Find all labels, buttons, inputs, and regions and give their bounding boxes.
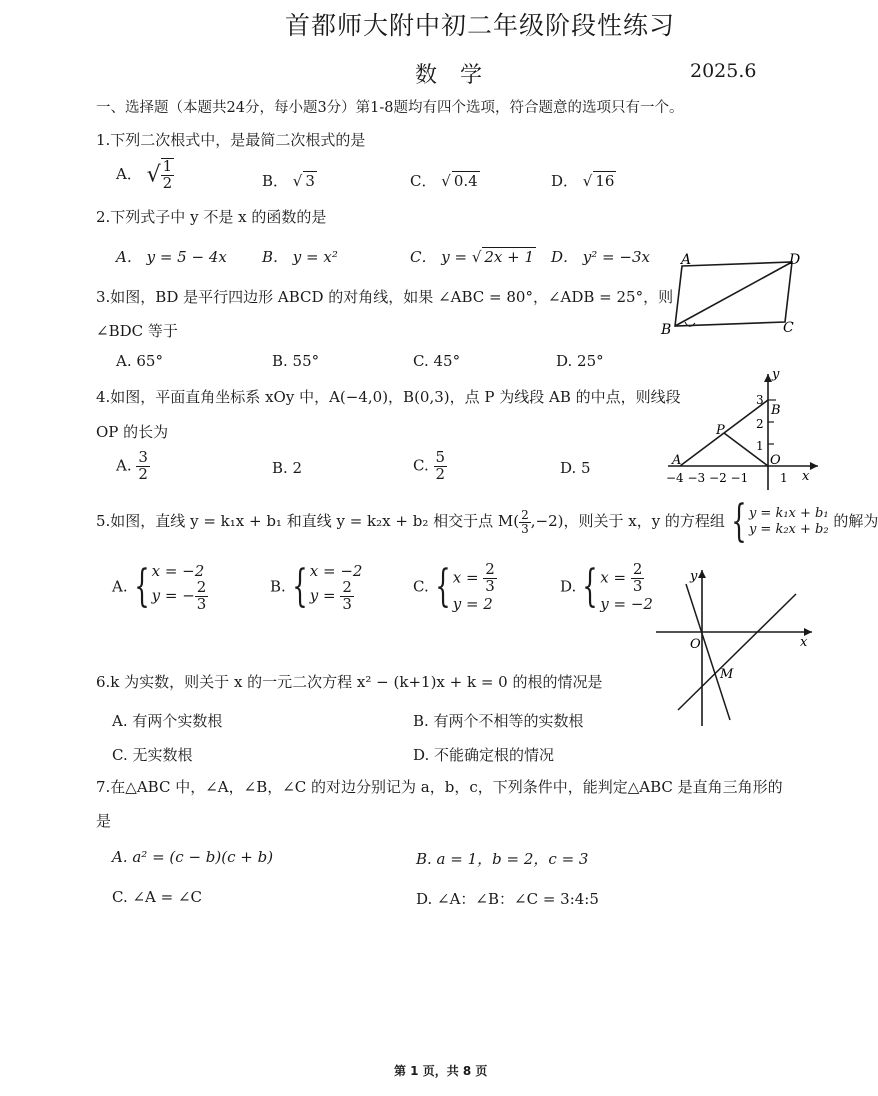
q7-option-d: D. ∠A：∠B：∠C = 3:4:5 — [416, 890, 599, 908]
q4-tick-2: 2 — [756, 417, 764, 431]
q6-option-d: D. 不能确定根的情况 — [413, 746, 555, 764]
q5-c-den: 3 — [485, 576, 495, 595]
q5-d-den: 3 — [632, 576, 643, 595]
q1-a-den: 2 — [162, 173, 173, 192]
q4-c-den: 2 — [435, 464, 446, 483]
q5-system-eq2: y = k₂x + b₂ — [748, 522, 829, 537]
q4-option-c — [413, 450, 447, 483]
q1-option-b: B． √ 3 — [262, 172, 315, 190]
q2-c-label: C． y = — [410, 248, 472, 266]
q6-option-a: A. 有两个实数根 — [112, 712, 223, 730]
q1-stem: 1.下列二次根式中，是最简二次根式的是 — [96, 131, 366, 149]
q2-stem: 2.下列式子中 y 不是 x 的函数的是 — [96, 208, 327, 226]
q2-option-a: A． y = 5 − 4x — [116, 248, 227, 266]
q6-stem: 6.k 为实数，则关于 x 的一元二次方程 x² − (k+1)x + k = 0 的根的情况是 — [96, 673, 603, 691]
q4-option-b: B. 2 — [272, 459, 303, 477]
q4-x-tick-1: 1 — [780, 471, 788, 485]
q6-option-c: C. 无实数根 — [112, 746, 193, 764]
q4-a-label: A. — [116, 456, 132, 475]
q5-d-line1-pre: x = — [600, 568, 631, 587]
q5-x-axis-label: x — [800, 635, 808, 650]
q3-label-d: D — [789, 252, 801, 268]
q5-a-line1: x = −2 — [151, 562, 205, 580]
q5-d-label: D. — [560, 577, 577, 596]
q4-label-b: B — [771, 403, 781, 418]
q5-c-line2: y = 2 — [452, 594, 493, 613]
q1-option-c: C． √ 0.4 — [410, 172, 478, 190]
q5-m-den: 3 — [521, 521, 529, 536]
q3-label-b: B — [661, 322, 672, 338]
q5-stem-pre: 5.如图，直线 y = k₁x + b₁ 和直线 y = k₂x + b₂ 相交于点 M( — [96, 512, 520, 530]
q2-option-b: B． y = x² — [262, 248, 338, 266]
q5-point-m-label: M — [720, 667, 734, 682]
q5-stem: 5.如图，直线 y = k₁x + b₁ 和直线 y = k₂x + b₂ 相交于点 M( $\frac{2}{3}$ ,−2)，则关于 x，y 的方程组 { y = k₁x + b₁ y = k₂x + b₂ 的解为 — [96, 496, 878, 547]
q5-b-num: 2 — [342, 578, 352, 596]
q3-option-d: D. 25° — [556, 352, 604, 370]
q6-option-b: B. 有两个不相等的实数根 — [413, 712, 584, 730]
q4-x-ticks-negative: −4 −3 −2 −1 — [666, 471, 749, 485]
q2-option-d: D． y² = −3x — [551, 248, 650, 266]
q5-m-num: 2 — [521, 507, 529, 522]
q2-c-radicand: 2x + 1 — [484, 248, 535, 266]
q4-label-o: O — [770, 453, 781, 468]
q4-stem-line1: 4.如图，平面直角坐标系 xOy 中，A(−4,0)，B(0,3)，点 P 为线段 AB 的中点，则线段 — [96, 388, 681, 406]
q7-option-a: A. a² = (c − b)(c + b) — [112, 848, 274, 866]
q7-option-c: C. ∠A = ∠C — [112, 888, 203, 906]
q5-a-den: 3 — [196, 594, 207, 613]
q5-lines-figure — [650, 560, 820, 730]
q4-y-axis-label: y — [772, 367, 780, 382]
q7-option-b: B. a = 1，b = 2，c = 3 — [416, 850, 589, 868]
q1-option-a: A． √ $\frac{1}{2}$ — [116, 157, 173, 192]
q1-b-radicand: 3 — [305, 172, 315, 190]
q5-option-d: D. { x = $\frac{2}{3}$ y = −2 — [560, 560, 653, 613]
exam-date: 2025.6 — [690, 60, 757, 82]
q3-stem-line1: 3.如图，BD 是平行四边形 ABCD 的对角线，如果 ∠ABC = 80°，∠ADB = 25°，则 — [96, 288, 674, 306]
q5-a-line2-pre: y = − — [151, 586, 195, 605]
q5-option-b: B. { x = −2 y = $\frac{2}{3}$ — [270, 561, 363, 613]
q3-label-c: C — [783, 320, 794, 336]
q1-c-label: C． — [410, 172, 437, 190]
q4-tick-3: 3 — [756, 393, 764, 407]
q4-option-d: D. 5 — [560, 459, 591, 477]
q4-stem-line2: OP 的长为 — [96, 423, 169, 441]
q7-stem-line2: 是 — [96, 812, 112, 830]
q5-d-num: 2 — [632, 560, 643, 578]
q5-option-c: C. { x = $\frac{2}{3}$ y = 2 — [413, 560, 495, 613]
q5-a-label: A. — [112, 577, 128, 596]
q3-stem-line2: ∠BDC 等于 — [96, 322, 178, 340]
q4-label-p: P — [716, 423, 725, 438]
page-footer: 第 1 页，共 8 页 — [394, 1064, 488, 1078]
q5-b-line1: x = −2 — [309, 562, 363, 580]
q4-coordinate-figure — [660, 368, 825, 493]
q5-stem-mid: ,−2)，则关于 x，y 的方程组 — [530, 512, 725, 530]
q5-c-num: 2 — [485, 560, 495, 578]
q1-b-label: B． — [262, 172, 289, 190]
q3-parallelogram-figure — [655, 250, 805, 340]
q1-d-radicand: 16 — [595, 172, 615, 190]
q4-option-a — [116, 450, 150, 483]
q2-option-c: C． y = √ 2x + 1 — [410, 248, 535, 266]
q7-stem-line1: 7.在△ABC 中，∠A，∠B，∠C 的对边分别记为 a，b，c，下列条件中，能判定△ABC 是直角三角形的 — [96, 778, 783, 796]
q3-label-a: A — [681, 252, 692, 268]
q4-a-num: 3 — [138, 448, 148, 466]
q5-system-eq1: y = k₁x + b₁ — [748, 506, 829, 522]
q1-a-label: A． — [116, 164, 142, 183]
q3-option-c: C. 45° — [413, 352, 461, 370]
q1-option-d: D． √ 16 — [551, 172, 615, 190]
q5-c-label: C. — [413, 577, 429, 596]
q5-d-line2: y = −2 — [600, 594, 653, 613]
exam-title: 首都师大附中初二年级阶段性练习 — [285, 11, 676, 40]
q3-option-b: B. 55° — [272, 352, 320, 370]
q5-c-line1-pre: x = — [452, 568, 484, 587]
q5-b-label: B. — [270, 577, 286, 596]
q4-label-a: A — [672, 453, 682, 468]
section-intro: 一、选择题（本题共24分，每小题3分）第1-8题均有四个选项，符合题意的选项只有一个。 — [96, 100, 684, 116]
q4-c-label: C. — [413, 456, 429, 475]
q5-origin-label: O — [690, 637, 701, 652]
q5-b-den: 3 — [342, 594, 352, 613]
q4-c-num: 5 — [435, 448, 446, 466]
q4-a-den: 2 — [138, 464, 148, 483]
q1-a-num: 1 — [162, 157, 173, 175]
q1-c-radicand: 0.4 — [453, 172, 478, 190]
subject-title: 数 学 — [415, 63, 490, 88]
q5-a-num: 2 — [196, 578, 207, 596]
q1-d-label: D． — [551, 172, 579, 190]
q5-stem-post: 的解为 — [833, 512, 878, 530]
q5-y-axis-label: y — [690, 569, 698, 584]
q5-b-line2-pre: y = — [309, 586, 341, 605]
q4-x-axis-label: x — [802, 469, 810, 484]
q4-tick-1: 1 — [756, 439, 764, 453]
q5-option-a: A. { x = −2 y = − $\frac{2}{3}$ — [112, 561, 207, 613]
q3-option-a: A. 65° — [116, 352, 163, 370]
